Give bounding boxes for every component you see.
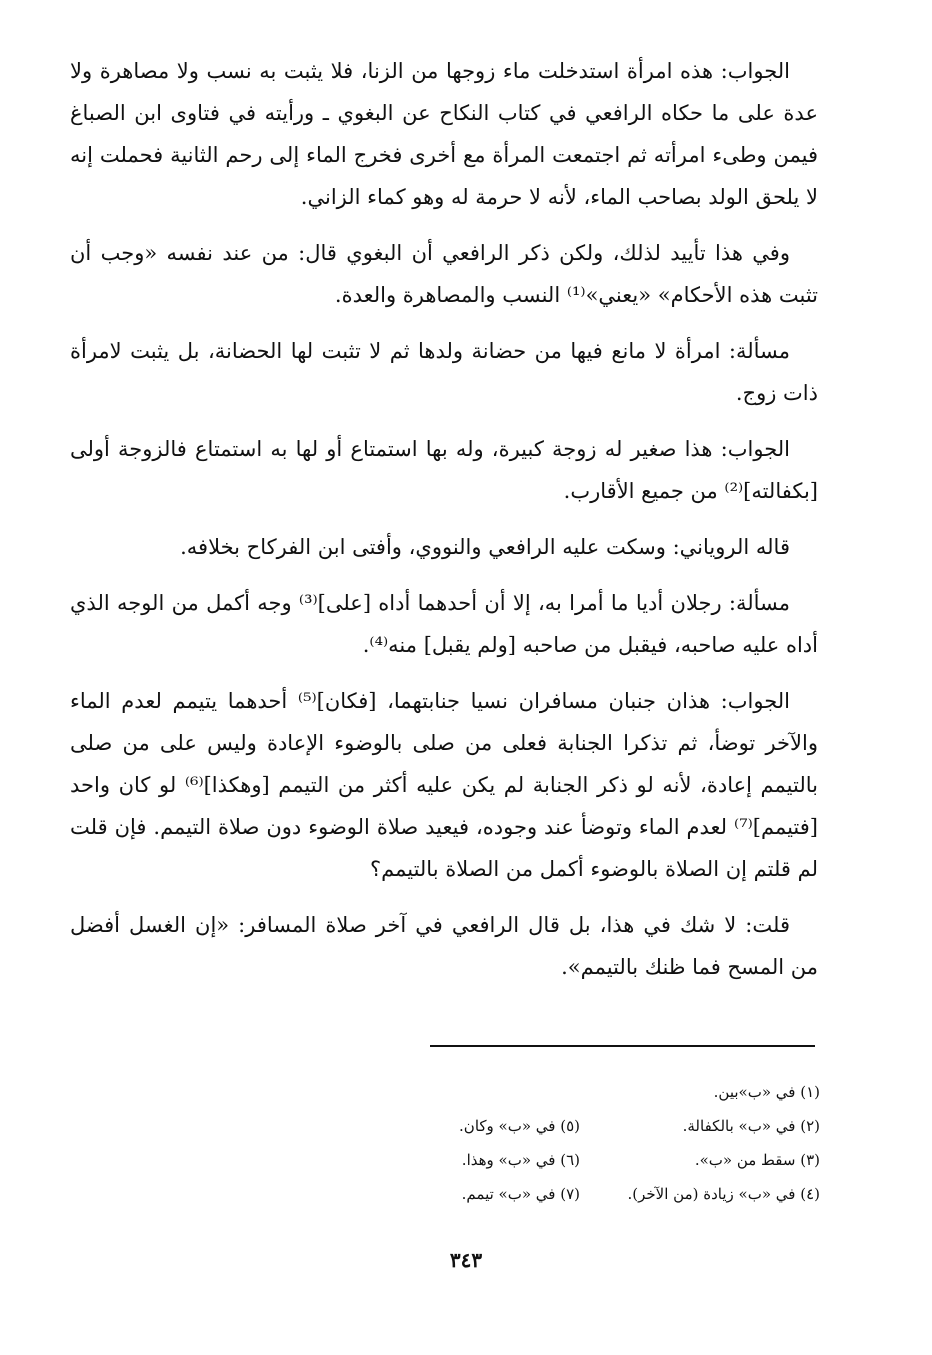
paragraph-answer-1: الجواب: هذه امرأة استدخلت ماء زوجها من الزنا، فلا يثبت به نسب ولا مصاهرة ولا عدة على ما حكاه الرافعي في كتاب النكاح عن البغوي ـ ورأيته في فتاوى ابن الصباغ فيمن وطىء امرأته ثم اجتمعت المرأة مع أخرى فخرج الماء إلى رحم الثانية فحملت إنه لا يلحق الولد بصاحب الماء، لأنه لا حرمة له وهو كماء الزاني.: [70, 59, 818, 209]
paragraph-answer-3: الجواب: هذان جنبان مسافران نسيا جنابتهما، [فكان]⁽⁵⁾ أحدهما يتيمم لعدم الماء والآخر توضأ، ثم تذكرا الجنابة فعلى من صلى بالوضوء الإعادة وليس على من صلى بالتيمم إعادة، لأنه لو ذكر الجنابة لم يكن عليه أكثر من التيمم [وهكذا]⁽⁶⁾ لو كان واحد [فتيمم]⁽⁷⁾ لعدم الماء وتوضأ عند وجوده، فيعيد صلاة الوضوء دون صلاة التيمم. فإن قلت لم قلتم إن الصلاة بالوضوء أكمل من الصلاة بالتيمم؟: [70, 689, 818, 881]
paragraph-question-1: مسألة: امرأة لا مانع فيها من حضانة ولدها ثم لا تثبت لها الحضانة، بل يثبت لامرأة ذات زوج.: [70, 339, 818, 405]
footnote-3: (٣) سقط من «ب».: [694, 1151, 820, 1169]
footnote-row: [340, 1143, 820, 1177]
footnote-row: [340, 1177, 820, 1211]
main-text: [70, 50, 818, 1002]
footnote-row: [340, 1109, 820, 1143]
page-number: ٣٤٣: [449, 1248, 483, 1272]
paragraph-ruyani: قاله الروياني: وسكت عليه الرافعي والنووي، وأفتى ابن الفركاح بخلافه.: [180, 535, 790, 559]
paragraph-question-2: مسألة: رجلان أديا ما أمرا به، إلا أن أحدهما أداه [على]⁽³⁾ وجه أكمل من الوجه الذي أداه عليه صاحبه، فيقبل من صاحبه [ولم يقبل] منه⁽⁴⁾.: [70, 591, 818, 657]
footnote-row: [340, 1075, 820, 1109]
paragraph-answer-2: الجواب: هذا صغير له زوجة كبيرة، وله بها استمتاع أو لها به استمتاع فالزوجة أولى [بكفالته]⁽²⁾ من جميع الأقارب.: [70, 437, 818, 503]
paragraph-reply: قلت: لا شك في هذا، بل قال الرافعي في آخر صلاة المسافر: «إن الغسل أفضل من المسح فما ظنك بالتيمم».: [70, 913, 818, 979]
footnote-5: (٥) في «ب» وكان.: [459, 1117, 580, 1135]
footnote-7: (٧) في «ب» تيمم.: [461, 1185, 580, 1203]
paragraph-support: وفي هذا تأييد لذلك، ولكن ذكر الرافعي أن البغوي قال: من عند نفسه «وجب أن تثبت هذه الأحكام» «يعني»⁽¹⁾ النسب والمصاهرة والعدة.: [70, 241, 818, 307]
footnotes: [340, 1075, 820, 1211]
footnote-1: (١) في «ب»بين.: [713, 1083, 820, 1101]
footnote-6: (٦) في «ب» وهذا.: [461, 1151, 580, 1169]
footnote-empty: [340, 1075, 580, 1109]
footnote-2: (٢) في «ب» بالكفالة.: [682, 1117, 820, 1135]
footnote-4: (٤) في «ب» زيادة (من الآخر).: [627, 1185, 820, 1203]
footnote-divider: [430, 1045, 815, 1047]
